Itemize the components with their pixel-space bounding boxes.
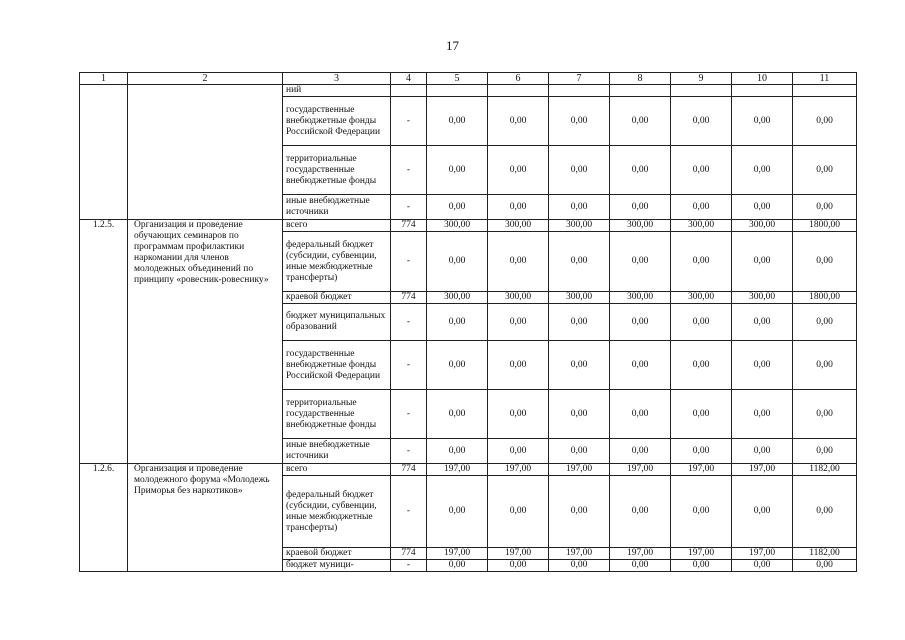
value-cell: 0,00 — [488, 232, 549, 292]
value-cell: 0,00 — [427, 97, 488, 146]
item-title-cell: Организация и проведение молодежного форума «Молодежь Приморья без наркотиков» — [128, 464, 283, 572]
value-cell: 0,00 — [427, 146, 488, 195]
value-cell: 0,00 — [488, 195, 549, 220]
value-cell: 0,00 — [671, 304, 732, 341]
value-cell: 300,00 — [610, 220, 671, 232]
column-header: 9 — [671, 73, 732, 85]
value-cell: 0,00 — [488, 304, 549, 341]
value-cell: - — [391, 146, 427, 195]
value-cell — [671, 85, 732, 97]
value-cell: 0,00 — [427, 304, 488, 341]
value-cell: 197,00 — [549, 548, 610, 560]
value-cell: - — [391, 341, 427, 390]
value-cell: 0,00 — [610, 232, 671, 292]
value-cell: 0,00 — [549, 476, 610, 548]
value-cell: 197,00 — [610, 548, 671, 560]
item-number-cell: 1.2.6. — [80, 464, 128, 572]
column-header: 4 — [391, 73, 427, 85]
value-cell: 197,00 — [732, 464, 793, 476]
column-header: 8 — [610, 73, 671, 85]
value-cell: 0,00 — [427, 439, 488, 464]
value-cell: 1800,00 — [793, 292, 857, 304]
value-cell: 0,00 — [610, 195, 671, 220]
column-header: 6 — [488, 73, 549, 85]
value-cell: 197,00 — [671, 548, 732, 560]
column-header: 10 — [732, 73, 793, 85]
value-cell: 197,00 — [671, 464, 732, 476]
value-cell: 300,00 — [549, 292, 610, 304]
funding-source-cell: федеральный бюджет (субсидии, субвенции, иные межбюджетные трансферты) — [283, 476, 391, 548]
value-cell: 197,00 — [549, 464, 610, 476]
funding-source-cell: бюджет муници- — [283, 560, 391, 572]
value-cell: 300,00 — [610, 292, 671, 304]
column-header: 1 — [80, 73, 128, 85]
value-cell: 197,00 — [488, 548, 549, 560]
value-cell — [610, 85, 671, 97]
value-cell — [427, 85, 488, 97]
funding-source-cell: ний — [283, 85, 391, 97]
funding-source-cell: федеральный бюджет (субсидии, субвенции, иные межбюджетные трансферты) — [283, 232, 391, 292]
value-cell: - — [391, 390, 427, 439]
value-cell: 774 — [391, 548, 427, 560]
value-cell: 0,00 — [732, 304, 793, 341]
funding-source-cell: бюджет муниципальных образований — [283, 304, 391, 341]
value-cell: 0,00 — [671, 232, 732, 292]
value-cell: 0,00 — [671, 341, 732, 390]
header-row — [80, 73, 857, 85]
value-cell: 0,00 — [610, 560, 671, 572]
value-cell: 0,00 — [488, 97, 549, 146]
value-cell: 300,00 — [488, 292, 549, 304]
value-cell: 0,00 — [671, 97, 732, 146]
value-cell: 0,00 — [610, 304, 671, 341]
value-cell: 0,00 — [732, 146, 793, 195]
value-cell: - — [391, 439, 427, 464]
value-cell — [732, 85, 793, 97]
item-title-cell: Организация и проведение обучающих семинаров по программам профилактики наркомании для членов молодежных объединений по принципу «ровесник-ровеснику» — [128, 220, 283, 464]
value-cell: 0,00 — [549, 439, 610, 464]
value-cell: 0,00 — [671, 439, 732, 464]
table-row — [80, 464, 857, 476]
value-cell: 0,00 — [793, 195, 857, 220]
funding-source-cell: территориальные государственные внебюджетные фонды — [283, 146, 391, 195]
value-cell — [793, 85, 857, 97]
value-cell: 300,00 — [732, 292, 793, 304]
value-cell: 0,00 — [549, 560, 610, 572]
value-cell: 0,00 — [671, 560, 732, 572]
funding-source-cell: территориальные государственные внебюджетные фонды — [283, 390, 391, 439]
funding-source-cell: иные внебюджетные источники — [283, 195, 391, 220]
value-cell: 0,00 — [488, 439, 549, 464]
value-cell: 0,00 — [488, 341, 549, 390]
value-cell: 1182,00 — [793, 548, 857, 560]
budget-table — [79, 72, 857, 572]
table-row — [80, 220, 857, 232]
value-cell: 0,00 — [671, 476, 732, 548]
value-cell: 0,00 — [488, 560, 549, 572]
value-cell: 0,00 — [671, 195, 732, 220]
value-cell: 0,00 — [610, 97, 671, 146]
value-cell: 0,00 — [610, 146, 671, 195]
value-cell: 0,00 — [488, 390, 549, 439]
value-cell: 0,00 — [732, 195, 793, 220]
value-cell: 0,00 — [549, 97, 610, 146]
value-cell: 300,00 — [427, 292, 488, 304]
value-cell: - — [391, 304, 427, 341]
value-cell: 300,00 — [671, 292, 732, 304]
funding-source-cell: иные внебюджетные источники — [283, 439, 391, 464]
item-number-cell — [80, 85, 128, 220]
column-header: 5 — [427, 73, 488, 85]
value-cell: 0,00 — [793, 304, 857, 341]
value-cell: 197,00 — [488, 464, 549, 476]
value-cell: 0,00 — [610, 476, 671, 548]
value-cell: 774 — [391, 292, 427, 304]
value-cell: 0,00 — [793, 146, 857, 195]
value-cell — [391, 85, 427, 97]
value-cell: 300,00 — [427, 220, 488, 232]
value-cell: 300,00 — [488, 220, 549, 232]
value-cell: 774 — [391, 220, 427, 232]
value-cell: 0,00 — [488, 476, 549, 548]
value-cell: 197,00 — [427, 464, 488, 476]
value-cell: 0,00 — [610, 341, 671, 390]
item-title-cell — [128, 85, 283, 220]
page-number: 17 — [446, 38, 459, 53]
value-cell: 0,00 — [549, 341, 610, 390]
value-cell: 0,00 — [732, 232, 793, 292]
funding-source-cell: государственные внебюджетные фонды Российской Федерации — [283, 341, 391, 390]
value-cell: 0,00 — [732, 560, 793, 572]
value-cell: 0,00 — [549, 232, 610, 292]
value-cell: 300,00 — [671, 220, 732, 232]
funding-source-cell: всего — [283, 220, 391, 232]
value-cell: 0,00 — [671, 390, 732, 439]
value-cell: 0,00 — [549, 195, 610, 220]
value-cell: 197,00 — [427, 548, 488, 560]
value-cell: 197,00 — [610, 464, 671, 476]
value-cell: 0,00 — [671, 146, 732, 195]
value-cell: 0,00 — [793, 232, 857, 292]
value-cell: - — [391, 97, 427, 146]
value-cell: 0,00 — [549, 304, 610, 341]
column-header: 2 — [128, 73, 283, 85]
funding-source-cell: всего — [283, 464, 391, 476]
item-number-cell: 1.2.5. — [80, 220, 128, 464]
value-cell: - — [391, 560, 427, 572]
value-cell: 0,00 — [427, 560, 488, 572]
value-cell: - — [391, 195, 427, 220]
value-cell: 0,00 — [793, 560, 857, 572]
value-cell: 1800,00 — [793, 220, 857, 232]
value-cell: 0,00 — [427, 390, 488, 439]
funding-source-cell: краевой бюджет — [283, 548, 391, 560]
value-cell: 0,00 — [793, 97, 857, 146]
value-cell: 0,00 — [549, 146, 610, 195]
value-cell: 1182,00 — [793, 464, 857, 476]
value-cell: 300,00 — [549, 220, 610, 232]
value-cell: 300,00 — [732, 220, 793, 232]
value-cell: 0,00 — [427, 341, 488, 390]
value-cell: 0,00 — [549, 390, 610, 439]
value-cell: - — [391, 476, 427, 548]
value-cell: 0,00 — [610, 439, 671, 464]
column-header: 7 — [549, 73, 610, 85]
value-cell: 0,00 — [427, 195, 488, 220]
column-header: 11 — [793, 73, 857, 85]
value-cell: 0,00 — [427, 232, 488, 292]
funding-source-cell: краевой бюджет — [283, 292, 391, 304]
value-cell — [549, 85, 610, 97]
value-cell: 0,00 — [793, 390, 857, 439]
value-cell: 0,00 — [610, 390, 671, 439]
value-cell: - — [391, 232, 427, 292]
value-cell: 197,00 — [732, 548, 793, 560]
table-row — [80, 85, 857, 97]
value-cell: 0,00 — [732, 97, 793, 146]
value-cell: 0,00 — [488, 146, 549, 195]
column-header: 3 — [283, 73, 391, 85]
value-cell — [488, 85, 549, 97]
funding-source-cell: государственные внебюджетные фонды Российской Федерации — [283, 97, 391, 146]
value-cell: 774 — [391, 464, 427, 476]
value-cell: 0,00 — [793, 476, 857, 548]
value-cell: 0,00 — [793, 341, 857, 390]
value-cell: 0,00 — [732, 341, 793, 390]
value-cell: 0,00 — [732, 476, 793, 548]
value-cell: 0,00 — [732, 390, 793, 439]
value-cell: 0,00 — [793, 439, 857, 464]
value-cell: 0,00 — [732, 439, 793, 464]
value-cell: 0,00 — [427, 476, 488, 548]
